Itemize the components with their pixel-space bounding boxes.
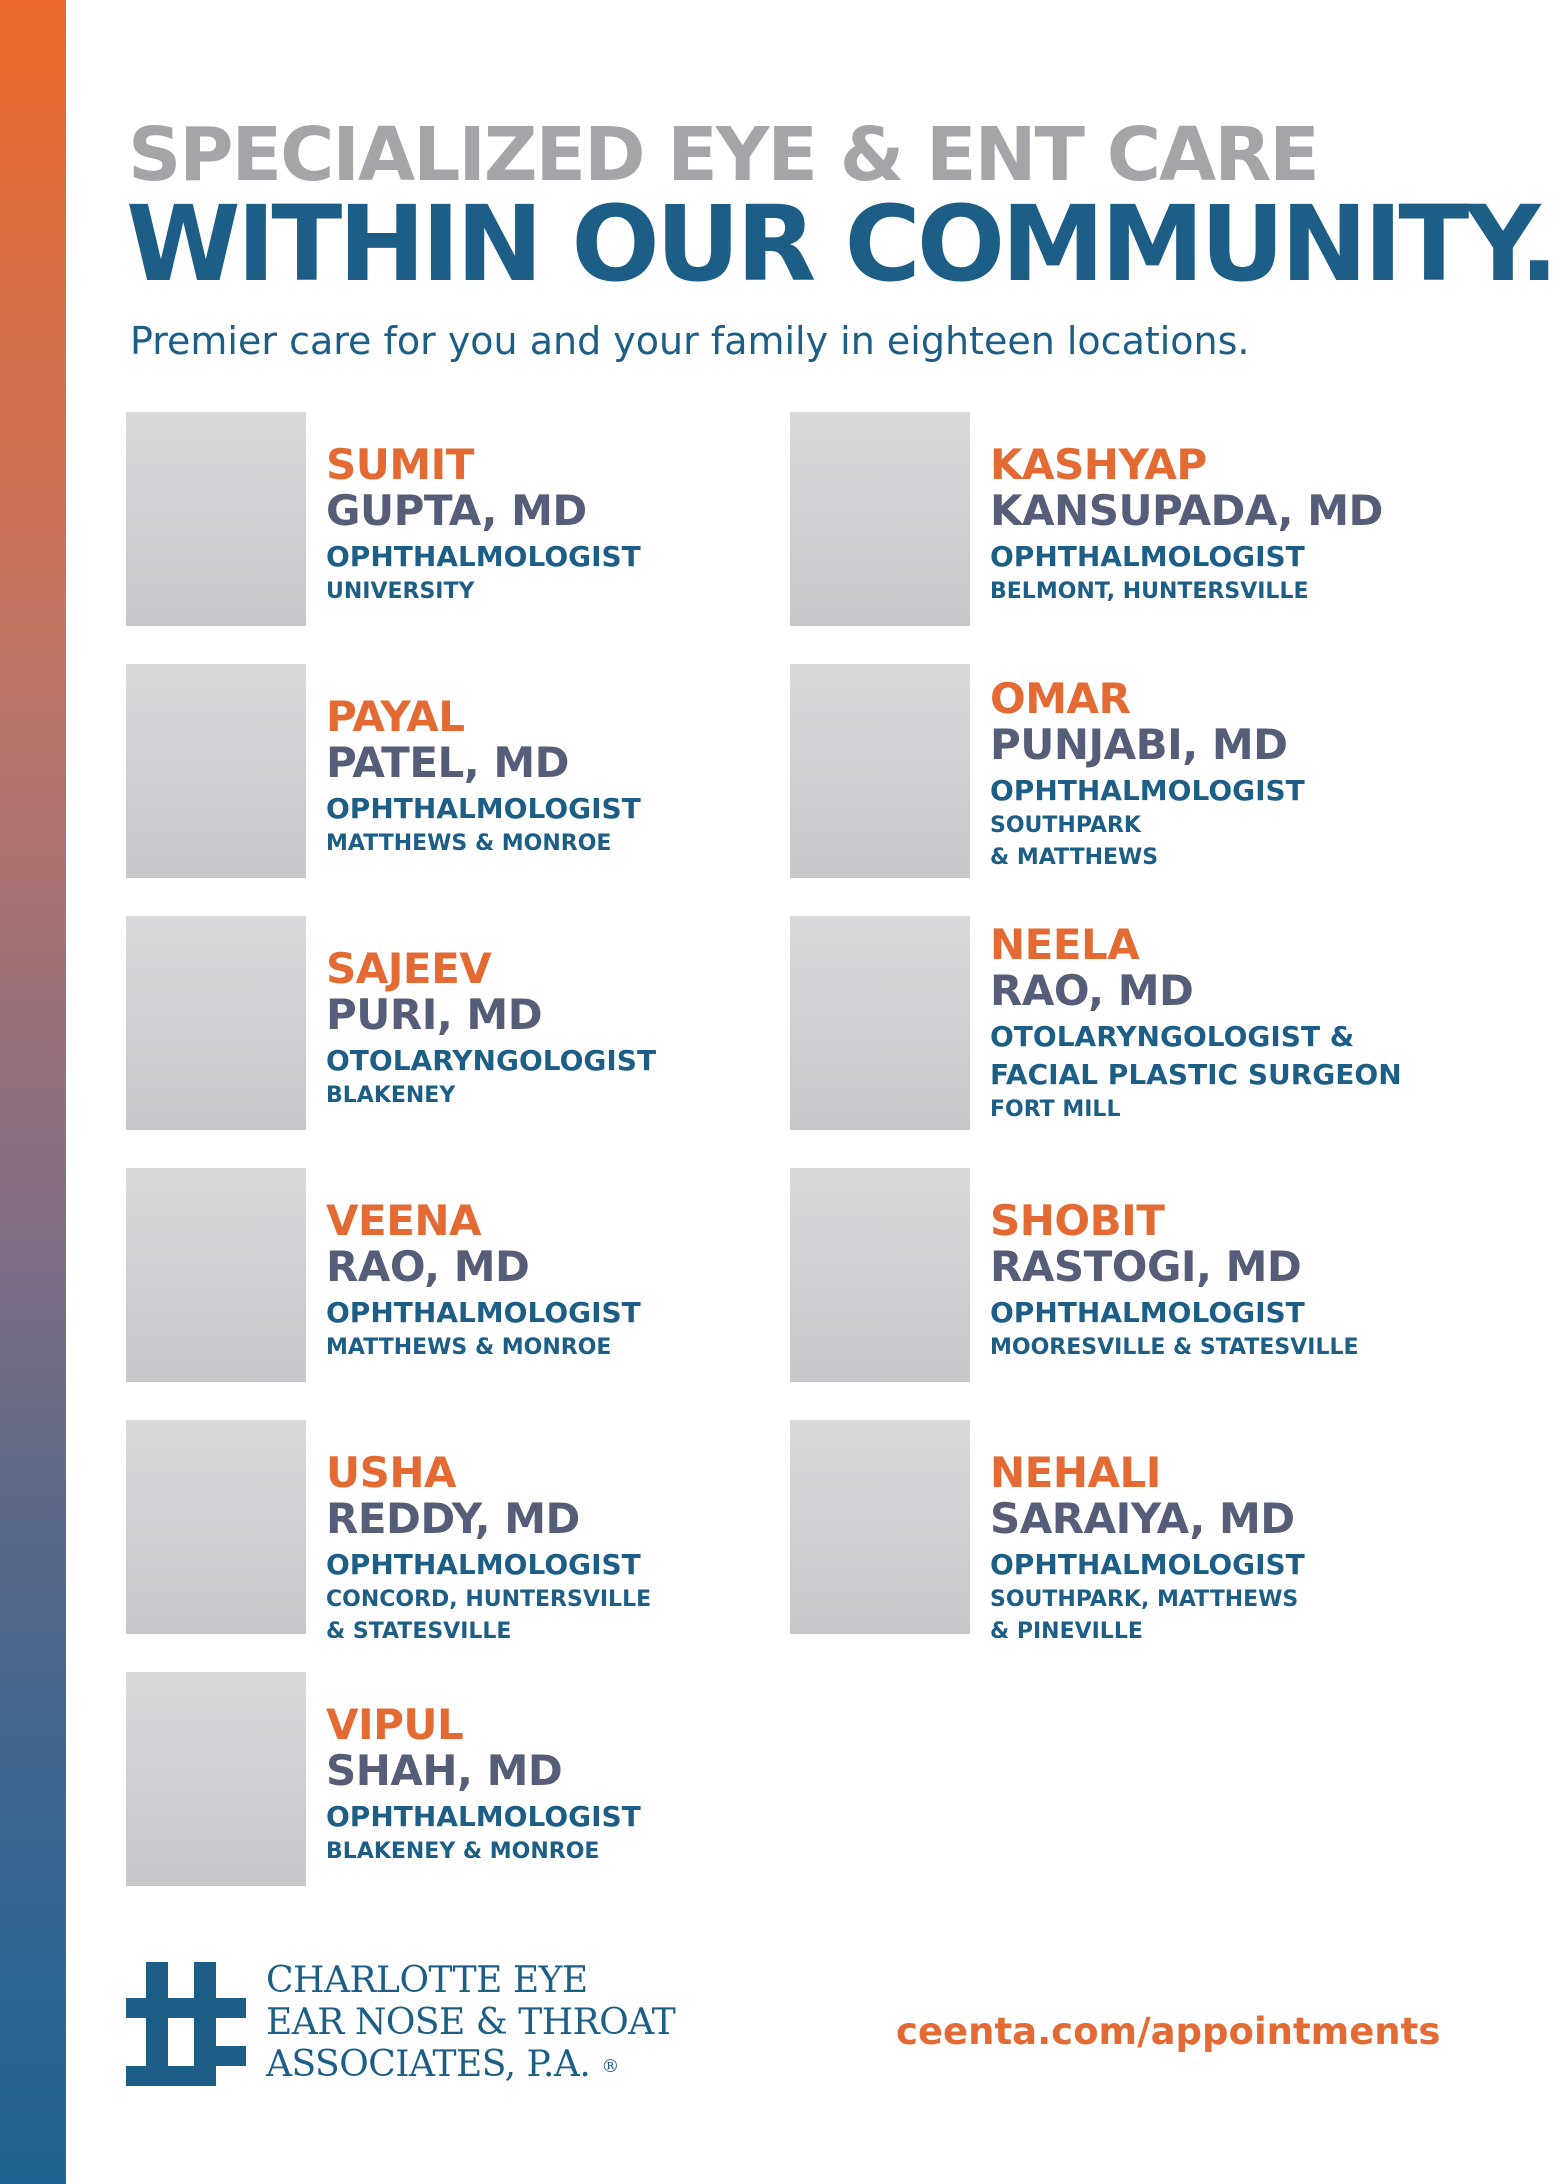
doctor-first-name: KASHYAP (990, 440, 1207, 489)
doctor-location: SOUTHPARK & MATTHEWS (990, 813, 1159, 870)
company-name (266, 1960, 675, 2088)
doctor-last-name: RASTOGI, MD (990, 1242, 1302, 1291)
doctor-photo (126, 1672, 306, 1886)
doctor-last-name: RAO, MD (326, 1242, 530, 1291)
doctor-card-kansupada (790, 412, 1450, 628)
doctor-first-name: SHOBIT (990, 1196, 1165, 1245)
doctor-location: MATTHEWS & MONROE (326, 831, 612, 856)
doctor-card-rastogi (790, 1168, 1450, 1384)
doctor-first-name: VEENA (326, 1196, 482, 1245)
company-name-line-1: CHARLOTTE EYE (266, 1960, 588, 2001)
doctor-card-puri (126, 916, 786, 1132)
doctor-last-name: SARAIYA, MD (990, 1494, 1295, 1543)
doctor-location: MOORESVILLE & STATESVILLE (990, 1335, 1359, 1360)
doctor-specialty: OPHTHALMOLOGIST (326, 540, 641, 573)
doctor-last-name: PATEL, MD (326, 738, 570, 787)
doctor-location: UNIVERSITY (326, 579, 475, 604)
doctor-first-name: USHA (326, 1448, 457, 1497)
ceenta-logo-icon (126, 1962, 246, 2086)
doctor-location: MATTHEWS & MONROE (326, 1335, 612, 1360)
doctor-card-reddy (126, 1420, 786, 1644)
doctor-card-saraiya (790, 1420, 1450, 1644)
doctor-specialty: OPHTHALMOLOGIST (990, 540, 1305, 573)
headline-line-1: SPECIALIZED EYE & ENT CARE (128, 112, 1318, 198)
doctor-location: FORT MILL (990, 1097, 1121, 1122)
company-name-line-2: EAR NOSE & THROAT (266, 2002, 676, 2043)
company-name-line-3-text: ASSOCIATES, P.A. (266, 2044, 591, 2085)
doctor-first-name: VIPUL (326, 1700, 464, 1749)
doctor-location: CONCORD, HUNTERSVILLE & STATESVILLE (326, 1587, 652, 1644)
doctor-card-gupta (126, 412, 786, 628)
doctor-first-name: PAYAL (326, 692, 465, 741)
doctor-first-name: SAJEEV (326, 944, 492, 993)
doctor-location: BLAKENEY & MONROE (326, 1839, 600, 1864)
doctor-photo (126, 412, 306, 626)
doctor-specialty: OPHTHALMOLOGIST (326, 1548, 641, 1581)
doctor-last-name: SHAH, MD (326, 1746, 563, 1795)
subtitle: Premier care for you and your family in eighteen locations. (130, 319, 1250, 363)
doctor-photo (126, 916, 306, 1130)
doctor-card-punjabi (790, 664, 1450, 880)
doctor-specialty: OPHTHALMOLOGIST (326, 1800, 641, 1833)
doctor-specialty: OPHTHALMOLOGIST (990, 1296, 1305, 1329)
doctor-last-name: KANSUPADA, MD (990, 486, 1383, 535)
doctor-photo (126, 1168, 306, 1382)
doctor-photo (790, 412, 970, 626)
doctor-last-name: PURI, MD (326, 990, 543, 1039)
registered-mark: ® (601, 2056, 619, 2077)
doctor-card-patel (126, 664, 786, 880)
doctor-specialty: OPHTHALMOLOGIST (326, 792, 641, 825)
appointments-link[interactable]: ceenta.com/appointments (896, 2010, 1441, 2053)
doctor-specialty: OTOLARYNGOLOGIST & (990, 1020, 1355, 1053)
doctor-photo (790, 664, 970, 878)
side-gradient-bar (0, 0, 66, 2184)
doctor-location: BLAKENEY (326, 1083, 456, 1108)
doctor-specialty: OTOLARYNGOLOGIST (326, 1044, 657, 1077)
doctor-first-name: NEHALI (990, 1448, 1161, 1497)
doctor-photo (790, 1420, 970, 1634)
doctor-last-name: GUPTA, MD (326, 486, 587, 535)
doctor-location: BELMONT, HUNTERSVILLE (990, 579, 1309, 604)
doctor-specialty: OPHTHALMOLOGIST (990, 774, 1305, 807)
doctor-photo (126, 664, 306, 878)
doctor-photo (126, 1420, 306, 1634)
doctor-last-name: PUNJABI, MD (990, 720, 1288, 769)
company-name-line-3 (266, 2044, 675, 2088)
doctor-last-name: RAO, MD (990, 966, 1194, 1015)
headline-line-2: WITHIN OUR COMMUNITY. (126, 183, 1555, 305)
doctor-location: SOUTHPARK, MATTHEWS & PINEVILLE (990, 1587, 1299, 1644)
doctor-first-name: OMAR (990, 674, 1131, 723)
doctor-photo (790, 916, 970, 1130)
doctor-photo (790, 1168, 970, 1382)
doctor-card-neela-rao (790, 916, 1450, 1132)
doctor-first-name: NEELA (990, 920, 1140, 969)
doctor-first-name: SUMIT (326, 440, 474, 489)
doctor-card-veena-rao (126, 1168, 786, 1384)
doctor-specialty: OPHTHALMOLOGIST (326, 1296, 641, 1329)
doctor-specialty-line-2: FACIAL PLASTIC SURGEON (990, 1058, 1402, 1091)
doctor-last-name: REDDY, MD (326, 1494, 580, 1543)
doctor-specialty: OPHTHALMOLOGIST (990, 1548, 1305, 1581)
doctor-card-shah (126, 1672, 786, 1888)
